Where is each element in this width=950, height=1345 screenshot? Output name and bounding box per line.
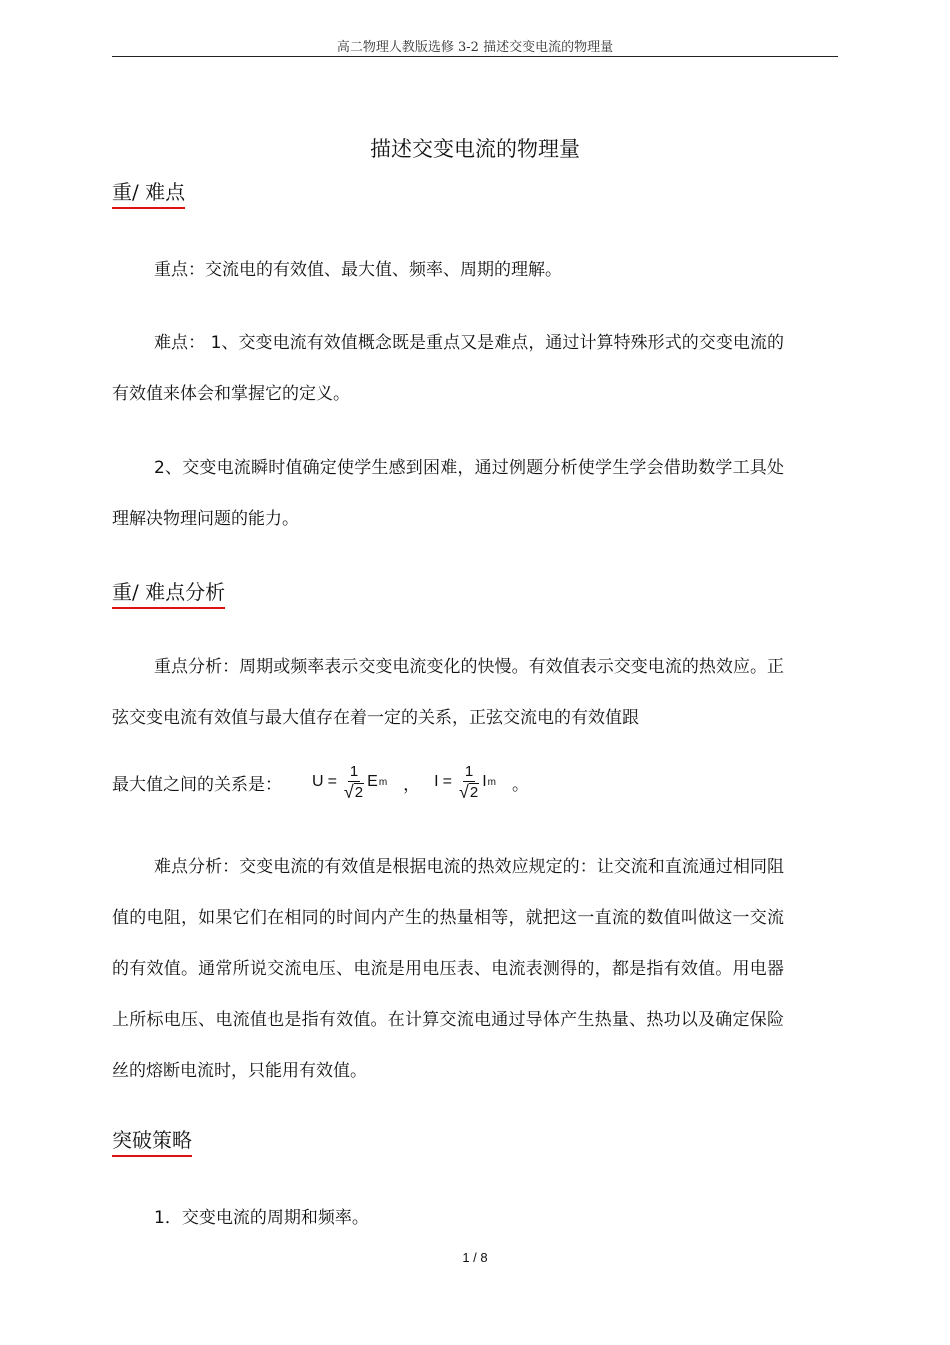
fraction-denominator — [344, 782, 364, 802]
fraction-denominator — [459, 782, 479, 802]
equals-sign: = — [442, 773, 452, 790]
formula-line — [112, 758, 812, 806]
paragraph-difficulty-2: 2、交变电流瞬时值确定使学生感到困难，通过例题分析使学生学会借助数学工具处理解决物理问题的能力。 — [112, 458, 784, 529]
fraction-one-over-root-two — [344, 763, 364, 802]
fraction-numerator: 1 — [349, 762, 359, 780]
sqrt-icon: √ — [458, 781, 469, 802]
paragraph-difficulty-1: 难点： 1、交变电流有效值概念既是重点又是难点，通过计算特殊形式的交变电流的有效值来体会和掌握它的定义。 — [112, 333, 784, 404]
e-subscript: m — [378, 776, 388, 788]
header-rule — [112, 56, 838, 57]
u-variable: U — [312, 773, 324, 790]
paragraph-key-point: 重点：交流电的有效值、最大值、频率、周期的理解。 — [154, 260, 562, 280]
e-variable: E — [367, 773, 378, 790]
section-heading-analysis: 重/ 难点分析 — [112, 580, 226, 604]
equals-sign: = — [327, 773, 337, 790]
i-subscript: m — [487, 776, 496, 788]
document-title: 描述交变电流的物理量 — [370, 137, 580, 161]
i-max-variable: I — [482, 773, 487, 790]
paragraph-strategy-item-1: 1．交变电流的周期和频率。 — [154, 1208, 369, 1228]
fraction-numerator: 1 — [464, 762, 474, 780]
i-variable: I — [434, 773, 439, 790]
voltage-formula — [312, 763, 387, 802]
radicand: 2 — [354, 783, 364, 801]
radicand: 2 — [469, 783, 479, 801]
formula-lead: 最大值之间的关系是： — [112, 774, 282, 795]
paragraph-difficulty-analysis: 难点分析：交变电流的有效值是根据电流的热效应规定的：让交流和直流通过相同阻值的电阻，如果它们在相同的时间内产生的热量相等，就把这一直流的数值叫做这一交流的有效值。通常所说交流电压、电流是用电压表、电流表测得的，都是指有效值。用电器上所标电压、电流值也是指有效值。在计算交流电通过导体产生热量、热功以及确定保险丝的熔断电流时，只能用有效值。 — [112, 857, 784, 1081]
section-heading-strategy: 突破策略 — [112, 1128, 192, 1152]
page-header: 高二物理人教版选修 3-2 描述交变电流的物理量 — [336, 40, 614, 55]
formula-comma: ， — [403, 774, 421, 795]
section-heading-key-points: 重/ 难点 — [112, 180, 186, 204]
formula-end: 。 — [511, 774, 529, 795]
current-formula — [434, 763, 496, 802]
paragraph-key-analysis: 重点分析：周期或频率表示交变电流变化的快慢。有效值表示交变电流的热效应。正弦交变电流有效值与最大值存在着一定的关系，正弦交流电的有效值跟 — [112, 657, 784, 728]
page-number: 1 / 8 — [462, 1250, 488, 1265]
sqrt-icon: √ — [343, 781, 354, 802]
fraction-one-over-root-two — [459, 763, 479, 802]
